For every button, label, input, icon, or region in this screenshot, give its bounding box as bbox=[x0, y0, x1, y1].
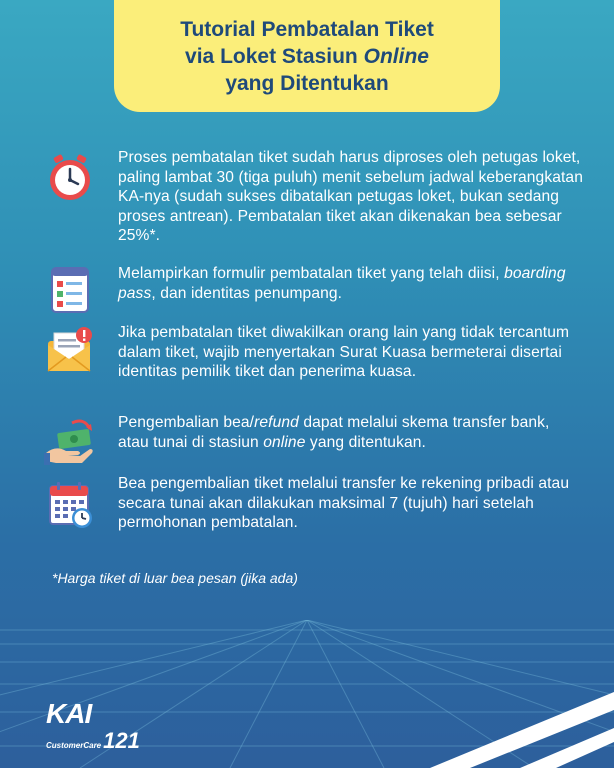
step-item-4 bbox=[44, 415, 584, 467]
title-line-2-italic: Online bbox=[363, 44, 429, 68]
title-banner bbox=[114, 0, 500, 112]
logo-sub-text: CustomerCare bbox=[46, 741, 102, 750]
step-text-2-italic: boarding pass bbox=[118, 265, 566, 302]
step-item-5 bbox=[44, 475, 584, 533]
step-text-4-c: yang ditentukan. bbox=[305, 433, 426, 451]
title-line-2 bbox=[185, 43, 429, 70]
title-line-1: Tutorial Pembatalan Tiket bbox=[180, 17, 434, 41]
step-text-4-b: dapat melalui skema transfer bank, atau tunai di stasiun bbox=[118, 414, 550, 451]
step-item-3 bbox=[44, 323, 584, 382]
kai-customer-care-logo bbox=[46, 700, 140, 754]
step-item-2 bbox=[44, 264, 584, 316]
envelope-notification-icon bbox=[44, 323, 96, 375]
step-text-4 bbox=[118, 413, 584, 452]
step-text-2 bbox=[118, 264, 584, 303]
step-text-3: Jika pembatalan tiket diwakilkan orang lain yang tidak tercantum dalam tiket, wajib menyertakan Surat Kuasa bermeterai disertai identitas pemilik tiket dan penerima kuasa. bbox=[118, 324, 570, 380]
title-line-2-prefix: via Loket Stasiun bbox=[185, 44, 364, 68]
money-refund-icon bbox=[44, 415, 96, 467]
step-text-2-a: Melampirkan formulir pembatalan tiket yang telah diisi, bbox=[118, 265, 505, 282]
logo-main-text: KAI bbox=[46, 698, 92, 729]
step-text-4-italic: refund bbox=[254, 414, 299, 431]
footnote: *Harga tiket di luar bea pesan (jika ada) bbox=[52, 570, 298, 586]
step-text-5: Bea pengembalian tiket melalui transfer ke rekening pribadi atau secara tunai akan dilakukan maksimal 7 (tujuh) hari setelah permohonan pembatalan. bbox=[118, 475, 570, 531]
step-text-4-a: Pengembalian bea/ bbox=[118, 414, 255, 431]
calendar-clock-icon bbox=[44, 478, 96, 530]
step-item-1 bbox=[44, 150, 584, 246]
step-text-4-italic-2: online bbox=[263, 433, 306, 451]
title-line-3: yang Ditentukan bbox=[225, 71, 389, 95]
clock-icon bbox=[44, 150, 96, 202]
step-text-2-b: , dan identitas penumpang. bbox=[151, 284, 343, 302]
step-text-1: Proses pembatalan tiket sudah harus diproses oleh petugas loket, paling lambat 30 (tiga puluh) menit sebelum jadwal keberangkatan KA-nya (sudah sukses dibatalkan petugas loket, bukan sedang proses antrean). Pembatalan tiket akan dikenakan bea sebesar 25%*. bbox=[118, 149, 583, 244]
logo-number: 121 bbox=[103, 728, 140, 753]
form-checklist-icon bbox=[44, 264, 96, 316]
